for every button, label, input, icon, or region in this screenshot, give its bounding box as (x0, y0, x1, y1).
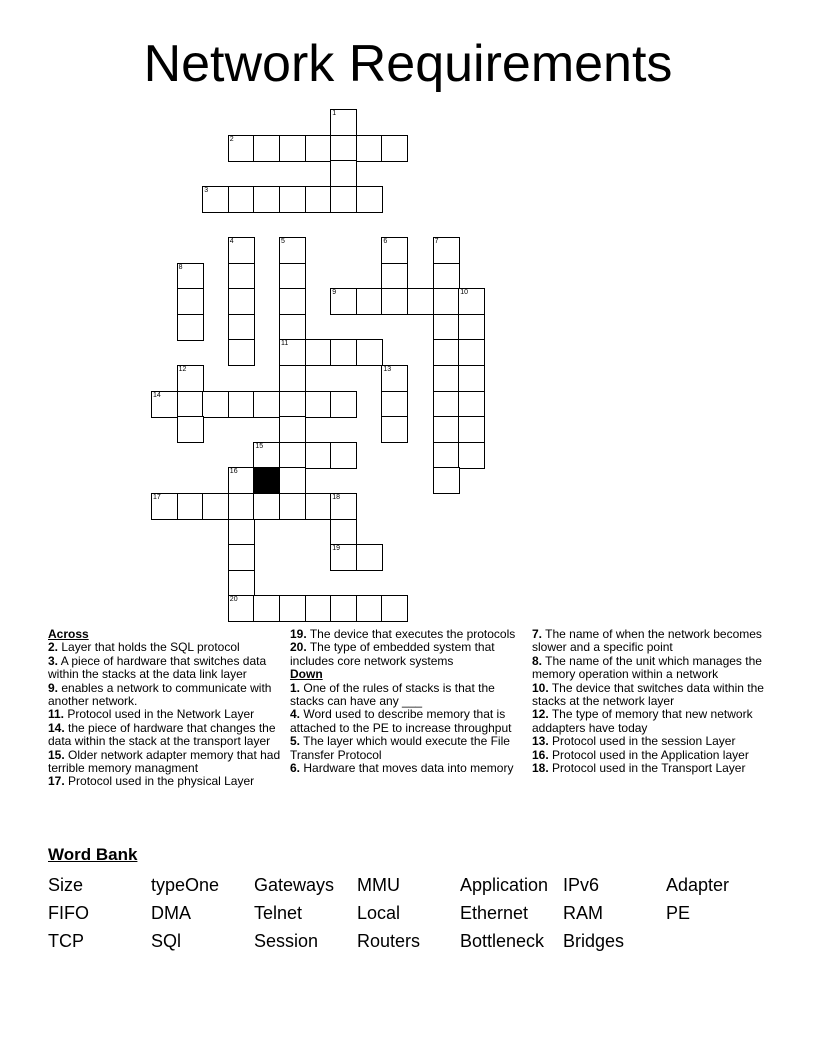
grid-cell[interactable] (458, 339, 485, 366)
grid-cell[interactable] (228, 519, 255, 546)
grid-cell[interactable] (433, 314, 460, 341)
grid-cell[interactable] (279, 493, 306, 520)
grid-cell[interactable] (279, 365, 306, 392)
grid-cell[interactable] (253, 186, 280, 213)
word-bank-item: Ethernet (460, 903, 529, 923)
grid-cell[interactable] (381, 595, 408, 622)
word-bank-item: Size (48, 875, 84, 895)
grid-cell[interactable] (305, 391, 332, 418)
grid-cell[interactable] (381, 391, 408, 418)
grid-cell[interactable] (305, 339, 332, 366)
word-bank-item: Session (254, 931, 319, 951)
grid-cell[interactable] (356, 186, 383, 213)
clue-down-7: 7. The name of when the network becomes slower and a specific point (532, 627, 762, 655)
word-bank-item: typeOne (151, 875, 220, 895)
grid-cell[interactable] (228, 493, 255, 520)
word-bank-item: PE (666, 903, 691, 923)
grid-cell[interactable] (330, 339, 357, 366)
grid-cell-14[interactable] (151, 391, 178, 418)
grid-cell[interactable] (253, 493, 280, 520)
grid-cell-20[interactable] (228, 595, 255, 622)
clue-number: 17 (153, 494, 161, 501)
grid-cell[interactable] (356, 288, 383, 315)
grid-cell[interactable] (381, 263, 408, 290)
grid-cell[interactable] (458, 416, 485, 443)
clue-number: 19 (332, 545, 340, 553)
grid-cell-10[interactable] (458, 288, 485, 315)
clues-column-3 (532, 628, 768, 775)
grid-cell-11[interactable] (279, 339, 306, 366)
grid-cell[interactable] (279, 595, 306, 622)
grid-cell[interactable] (279, 263, 306, 290)
clue-number: 1 (332, 110, 337, 117)
grid-cell[interactable] (330, 160, 357, 187)
word-bank-item: Adapter (666, 875, 730, 895)
word-bank-item: Application (460, 875, 549, 895)
grid-cell[interactable] (381, 416, 408, 443)
grid-cell[interactable] (279, 135, 306, 162)
grid-cell[interactable] (279, 442, 306, 469)
word-bank-item: Gateways (254, 875, 335, 895)
grid-cell[interactable] (202, 391, 229, 418)
clue-number: 3 (204, 186, 209, 194)
grid-cell[interactable] (330, 391, 357, 418)
grid-cell[interactable] (279, 314, 306, 341)
clue-number: 7 (434, 238, 439, 245)
grid-cell[interactable] (228, 186, 255, 213)
clue-down-6: 6. Hardware that moves data into memory (290, 761, 514, 776)
clue-down-10: 10. The device that switches data within the stacks at the network layer (532, 680, 764, 709)
grid-cell[interactable] (433, 365, 460, 392)
blocked-cell (253, 467, 280, 494)
grid-cell-2[interactable] (228, 135, 255, 162)
grid-cell[interactable] (433, 288, 460, 315)
clue-across-19: 19. The device that executes the protocols (290, 627, 516, 641)
grid-cell[interactable] (228, 339, 255, 366)
clue-number: 8 (178, 263, 183, 271)
word-bank-item: Telnet (254, 903, 303, 923)
grid-cell[interactable] (253, 595, 280, 622)
grid-cell[interactable] (330, 519, 357, 546)
clues-column-1 (48, 628, 283, 789)
grid-cell-12[interactable] (177, 365, 204, 392)
grid-cell-13[interactable] (381, 365, 408, 392)
clue-across-14: 14. the piece of hardware that changes the data within the stack at the transport layer (48, 720, 276, 749)
clue-number: 12 (178, 366, 187, 373)
clue-across-3: 3. A piece of hardware that switches data within the stacks at the data link layer (48, 653, 267, 682)
grid-cell[interactable] (177, 391, 204, 418)
word-bank-item: DMA (151, 903, 191, 923)
clue-down-1: 1. One of the rules of stacks is that the stacks can have any ___ (290, 680, 495, 709)
word-bank-title: Word Bank (48, 845, 138, 864)
clue-across-9: 9. enables a network to communicate with another network. (48, 680, 272, 709)
grid-cell[interactable] (279, 416, 306, 443)
grid-cell-16[interactable] (228, 467, 255, 494)
grid-cell[interactable] (330, 135, 357, 162)
clue-across-17: 17. Protocol used in the physical Layer (48, 774, 255, 789)
word-bank-item: MMU (357, 875, 400, 895)
grid-cell[interactable] (279, 467, 306, 494)
clues-column-2 (290, 628, 520, 775)
grid-cell[interactable] (305, 493, 332, 520)
clue-number: 13 (383, 366, 392, 373)
grid-cell[interactable] (305, 135, 332, 162)
grid-cell[interactable] (356, 135, 383, 162)
grid-cell[interactable] (458, 365, 485, 392)
down-heading: Down (290, 667, 323, 682)
grid-cell[interactable] (356, 339, 383, 366)
grid-cell[interactable] (228, 263, 255, 290)
clue-across-15: 15. Older network adapter memory that had terrible memory managment (48, 747, 281, 776)
grid-cell-4[interactable] (228, 237, 255, 264)
grid-cell-9[interactable] (330, 288, 357, 315)
clue-down-18: 18. Protocol used in the Transport Layer (532, 761, 746, 776)
word-bank-item: TCP (48, 931, 84, 951)
clue-number: 15 (255, 442, 264, 450)
grid-cell[interactable] (433, 416, 460, 443)
grid-cell[interactable] (279, 186, 306, 213)
grid-cell[interactable] (253, 135, 280, 162)
grid-cell[interactable] (433, 339, 460, 366)
grid-cell[interactable] (279, 288, 306, 315)
grid-cell[interactable] (330, 442, 357, 469)
clue-down-8: 8. The name of the unit which manages the memory operation within a network (532, 653, 762, 682)
grid-cell-15[interactable] (253, 442, 280, 469)
word-bank-item: RAM (563, 903, 603, 923)
grid-cell[interactable] (458, 442, 485, 469)
grid-cell[interactable] (177, 288, 204, 315)
grid-cell[interactable] (228, 570, 255, 597)
grid-cell-17[interactable] (151, 493, 178, 520)
clue-down-5: 5. The layer which would execute the File Transfer Protocol (290, 734, 510, 762)
word-bank-item: IPv6 (563, 875, 600, 895)
grid-cell[interactable] (458, 391, 485, 418)
grid-cell-18[interactable] (330, 493, 357, 520)
grid-cell[interactable] (177, 416, 204, 443)
grid-cell[interactable] (433, 263, 460, 290)
grid-cell[interactable] (202, 493, 229, 520)
word-bank-item: Bottleneck (460, 931, 545, 951)
grid-cell[interactable] (356, 595, 383, 622)
clue-across-11: 11. Protocol used in the Network Layer (48, 707, 255, 722)
clue-number: 6 (383, 238, 388, 245)
clue-number: 11 (281, 340, 289, 348)
word-bank-item: FIFO (48, 903, 89, 923)
grid-cell[interactable] (433, 442, 460, 469)
word-bank-item: Local (357, 903, 401, 923)
across-heading: Across (48, 627, 89, 641)
grid-cell[interactable] (253, 391, 280, 418)
clue-number: 5 (281, 238, 285, 245)
grid-cell[interactable] (305, 595, 332, 622)
clue-down-13: 13. Protocol used in the session Layer (532, 734, 736, 749)
word-bank-item: Bridges (563, 931, 625, 951)
grid-cell[interactable] (433, 391, 460, 418)
grid-cell[interactable] (177, 314, 204, 341)
grid-cell-5[interactable] (279, 237, 306, 264)
grid-cell[interactable] (177, 493, 204, 520)
grid-cell-1[interactable] (330, 109, 357, 136)
grid-cell-19[interactable] (330, 544, 357, 571)
grid-cell[interactable] (305, 186, 332, 213)
clue-down-16: 16. Protocol used in the Application layer (532, 747, 749, 762)
word-bank-item: SQl (151, 931, 182, 951)
clue-number: 2 (229, 135, 234, 143)
grid-cell[interactable] (381, 135, 408, 162)
clue-number: 10 (460, 289, 468, 297)
grid-cell[interactable] (279, 391, 306, 418)
grid-cell[interactable] (305, 442, 332, 469)
grid-cell[interactable] (228, 391, 255, 418)
clue-down-4: 4. Word used to describe memory that is attached to the PE to increase throughput (290, 707, 512, 735)
grid-cell[interactable] (228, 314, 255, 341)
clue-number: 4 (229, 238, 234, 245)
word-bank-item: Routers (357, 931, 421, 951)
grid-cell[interactable] (330, 186, 357, 213)
grid-cell[interactable] (330, 595, 357, 622)
clue-number: 14 (153, 391, 161, 399)
grid-cell-3[interactable] (202, 186, 229, 213)
grid-cell[interactable] (433, 467, 460, 494)
grid-cell[interactable] (228, 288, 255, 315)
clue-across-20: 20. The type of embedded system that includes core network systems (290, 640, 495, 668)
grid-cell[interactable] (228, 544, 255, 571)
page-title: Network Requirements (143, 35, 673, 93)
clue-number: 16 (229, 468, 238, 476)
grid-cell[interactable] (381, 288, 408, 315)
grid-cell-6[interactable] (381, 237, 408, 264)
clue-number: 20 (229, 596, 238, 604)
grid-cell-7[interactable] (433, 237, 460, 264)
clue-across-2: 2. Layer that holds the SQL protocol (48, 640, 240, 655)
clue-number: 9 (332, 289, 337, 297)
grid-cell[interactable] (458, 314, 485, 341)
grid-cell-8[interactable] (177, 263, 204, 290)
clue-number: 18 (332, 494, 340, 501)
clue-down-12: 12. The type of memory that new network addapters have today (532, 707, 753, 735)
grid-cell[interactable] (356, 544, 383, 571)
grid-cell[interactable] (407, 288, 434, 315)
